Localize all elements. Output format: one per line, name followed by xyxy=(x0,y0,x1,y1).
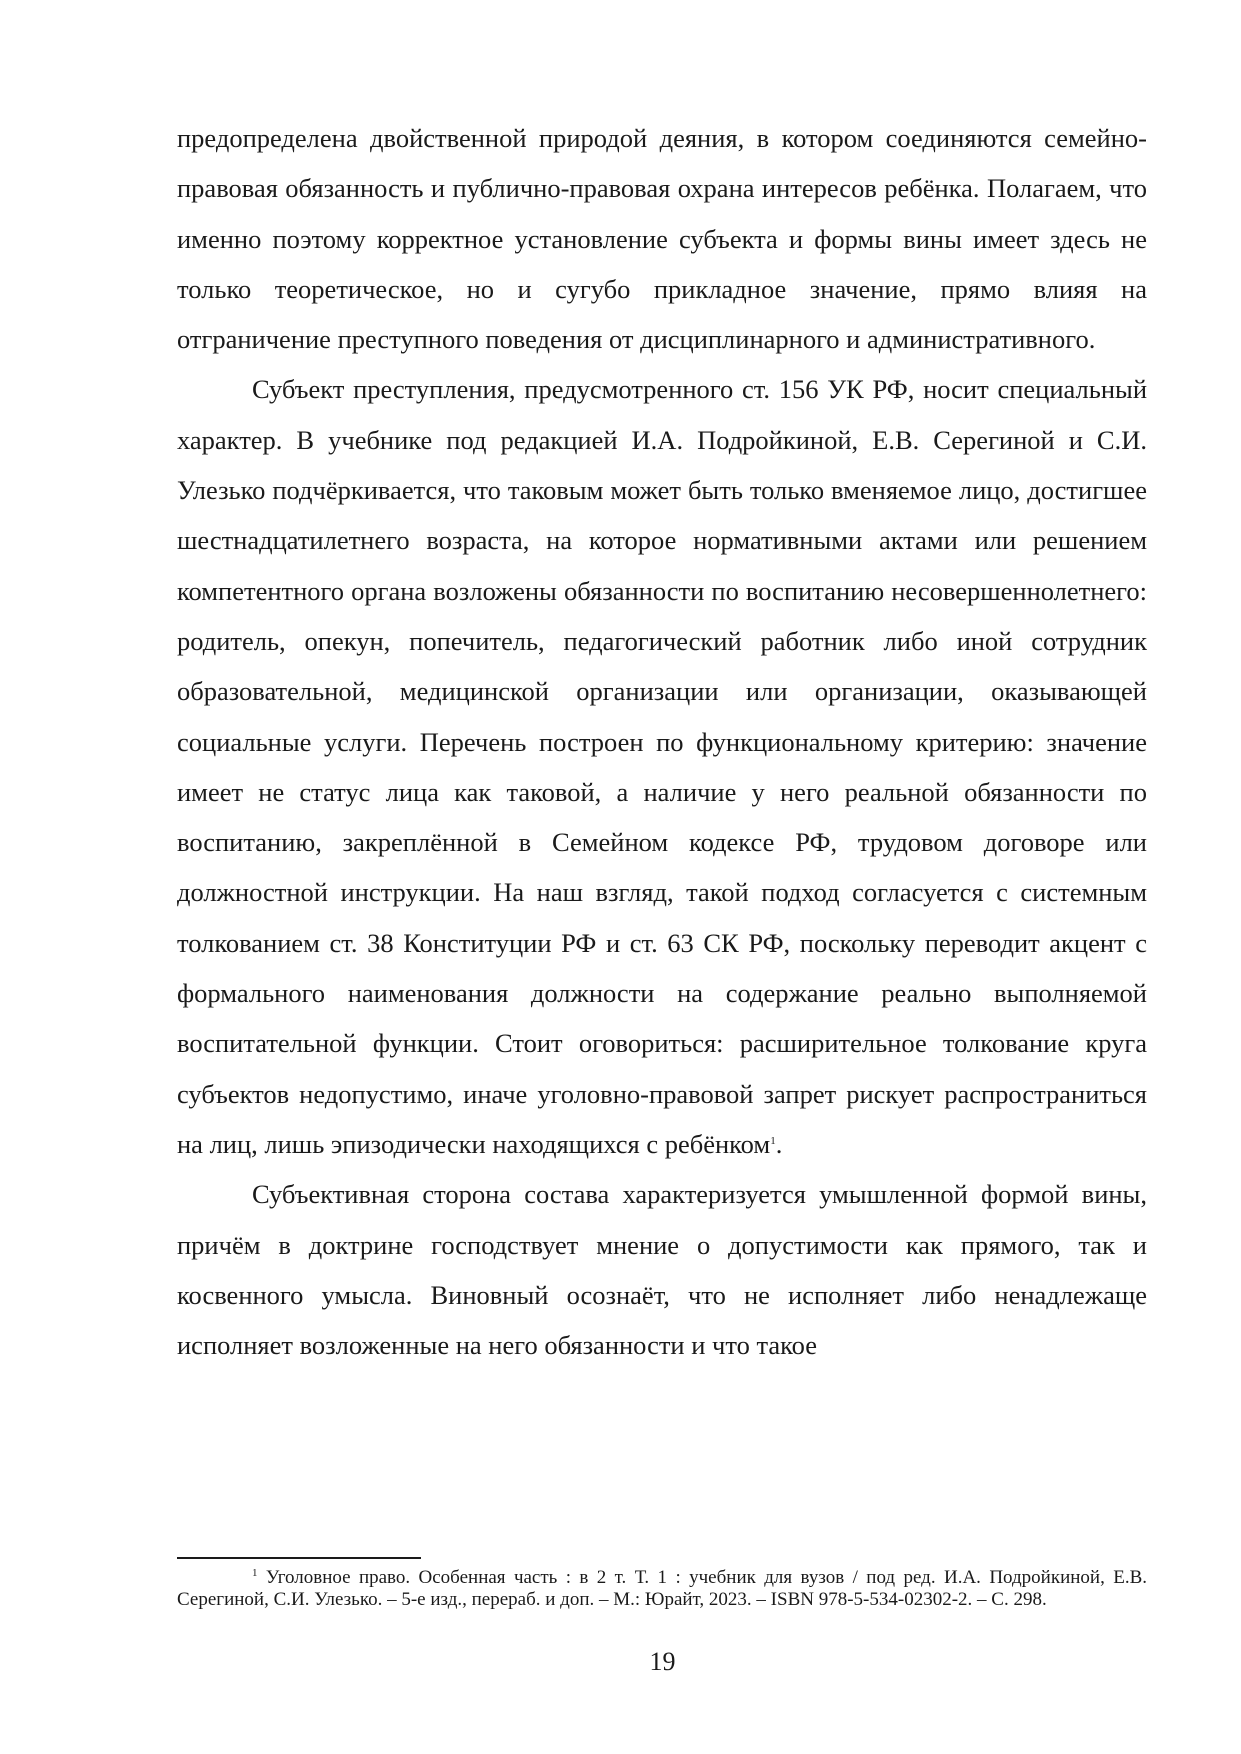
footnote xyxy=(177,1567,1147,1610)
footnote-number: 1 xyxy=(252,1567,258,1579)
footnote-reference[interactable]: 1 xyxy=(770,1134,776,1147)
paragraph-1: предопределена двойственной природой деяния, в котором соединяются семейно-правовая обязанность и публично-правовая охрана интересов ребёнка. Полагаем, что именно поэтому корректное установление субъекта и формы вины имеет здесь не только теоретическое, но и сугубо прикладное значение, прямо влияя на отграничение преступного поведения от дисциплинарного и административного. xyxy=(177,123,1147,355)
paragraph-3: Субъективная сторона состава характеризуется умышленной формой вины, причём в доктрине господствует мнение о допустимости как прямого, так и косвенного умысла. Виновный осознаёт, что не исполняет либо ненадлежаще исполняет возложенные на него обязанности и что такое xyxy=(177,1179,1147,1361)
paragraph-2-text: Субъект преступления, предусмотренного ст. 156 УК РФ, носит специальный характер. В учебнике под редакцией И.А. Подройкиной, Е.В. Серегиной и С.И. Улезько подчёркивается, что таковым может быть только вменяемое лицо, достигшее шестнадцатилетнего возраста, на которое нормативными актами или решением компетентного органа возложены обязанности по воспитанию несовершеннолетнего: родитель, опекун, попечитель, педагогический работник либо иной сотрудник образовательной, медицинской организации или организации, оказывающей социальные услуги. Перечень построен по функциональному критерию: значение имеет не статус лица как таковой, а наличие у него реальной обязанности по воспитанию, закреплённой в Семейном кодексе РФ, трудовом договоре или должностной инструкции. На наш взгляд, такой подход согласуется с системным толкованием ст. 38 Конституции РФ и ст. 63 СК РФ, поскольку переводит акцент с формального наименования должности на содержание реально выполняемой воспитательной функции. Стоит оговориться: расширительное толкование круга субъектов недопустимо, иначе уголовно-правовой запрет рискует распространиться на лиц, лишь эпизодически находящихся с ребёнком xyxy=(177,374,1147,1159)
body-text xyxy=(177,113,1147,1370)
footnote-text: Уголовное право. Особенная часть : в 2 т. Т. 1 : учебник для вузов / под ред. И.А. Подройкиной, Е.В. Серегиной, С.И. Улезько. – 5-е изд., перераб. и доп. – М.: Юрайт, 2023. – ISBN 978-5-534-02302-2. – С. 298. xyxy=(177,1567,1147,1610)
paragraph-2-tail: . xyxy=(775,1128,783,1159)
paragraph-2 xyxy=(177,364,1147,1169)
footnote-separator xyxy=(177,1557,421,1559)
page-number: 19 xyxy=(649,1647,676,1676)
